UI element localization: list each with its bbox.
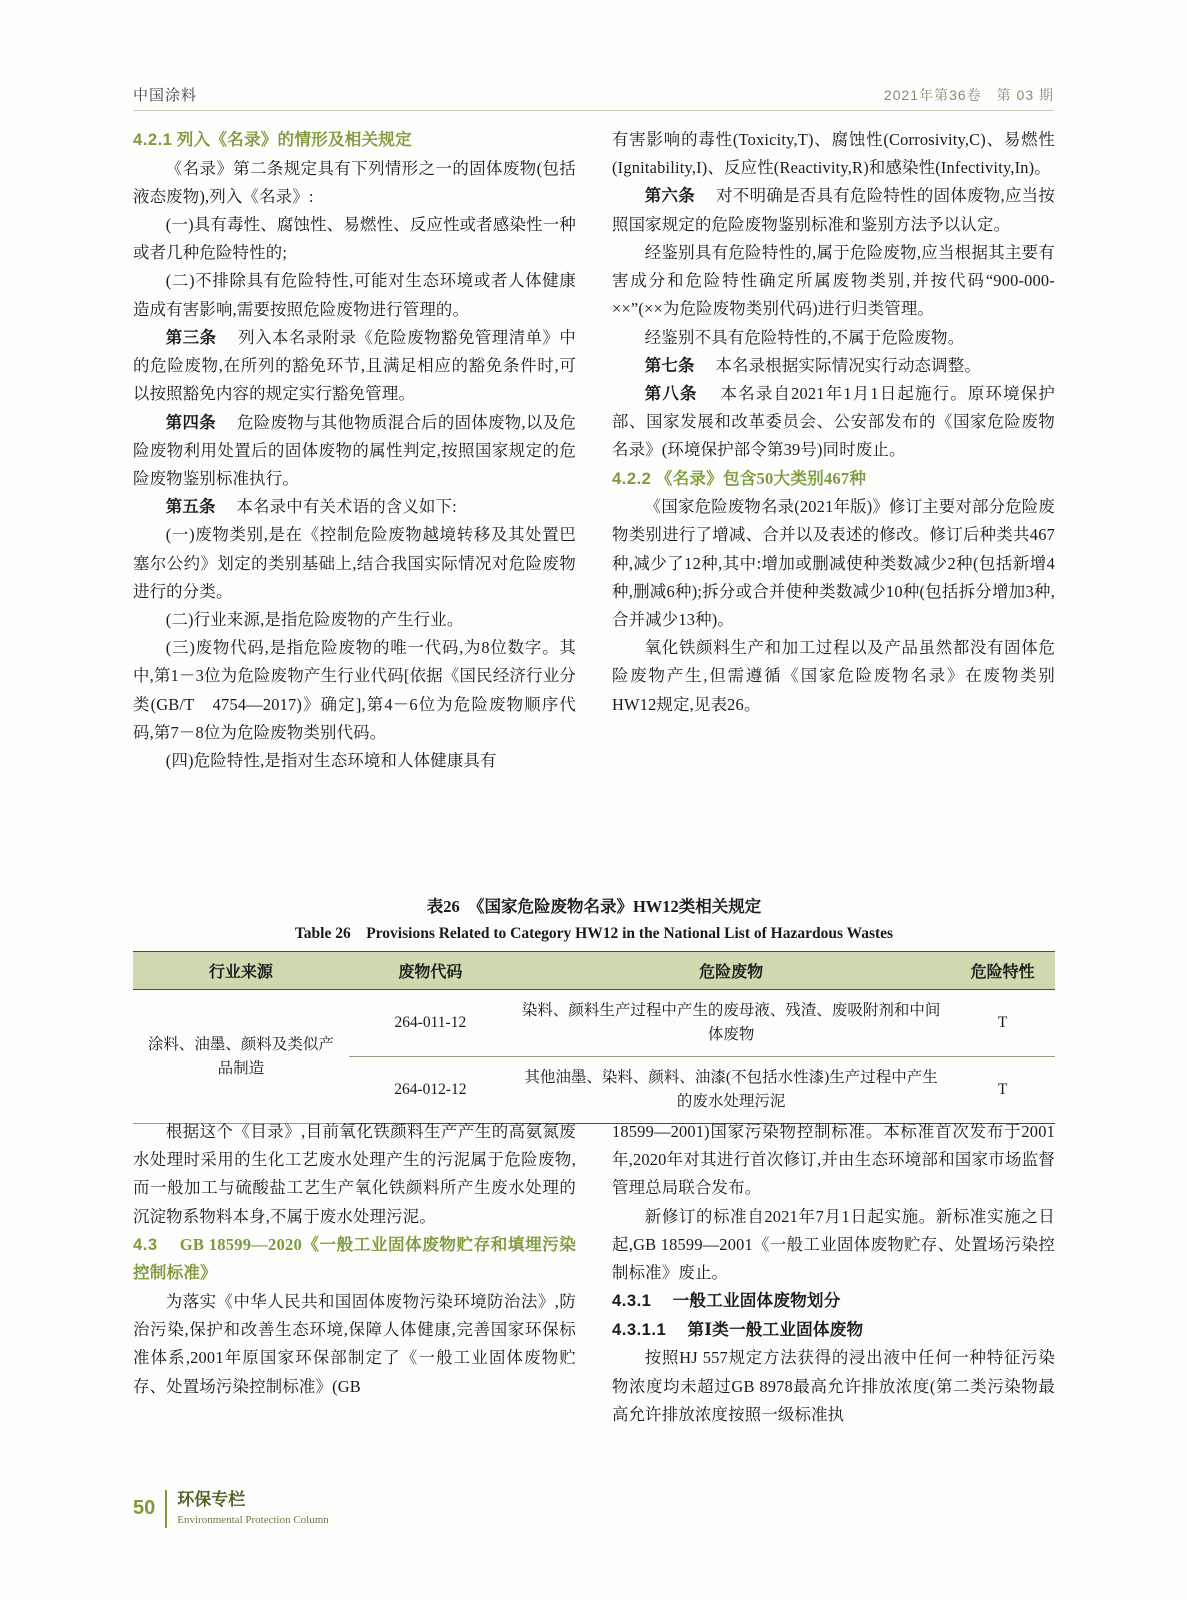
issue-info: 2021年第36卷 第 03 期 bbox=[883, 87, 1054, 103]
paragraph-lr2: 新修订的标准自2021年7月1日起实施。新标准实施之日起,GB 18599—2001《一般工业固体废物贮存、处置场污染控制标准》废止。 bbox=[612, 1206, 1055, 1283]
paragraph-r2: 经鉴别具有危险特性的,属于危险废物,应当根据其主要有害成分和危险特性确定所属废物类别,并按代码“900-000-××”(××为危险废物类别代码)进行归类管理。 bbox=[612, 242, 1055, 319]
lower-left-column bbox=[133, 1118, 576, 1429]
article-3-label: 第三条 bbox=[165, 327, 217, 347]
table-header-hazard: 危险特性 bbox=[950, 952, 1055, 990]
paragraph-l6: (三)废物代码,是指危险废物的唯一代码,为8位数字。其中,第1－3位为危险废物产生行业代码[依据《国民经济行业分类(GB/T 4754—2017)》确定],第4－6位为危险废物顺序代码,第7－8位为危险废物类别代码。 bbox=[133, 638, 576, 742]
heading-4-3-1-title: 一般工业固体废物划分 bbox=[672, 1291, 841, 1311]
article-3-text: 列入本名录附录《危险废物豁免管理清单》中的危险废物,在所列的豁免环节,且满足相应的豁免条件时,可以按照豁免内容的规定实行豁免管理。 bbox=[133, 327, 577, 404]
article-4-label: 第四条 bbox=[165, 412, 216, 432]
table-26-block bbox=[133, 893, 1055, 1124]
heading-4-3-1-number: 4.3.1 bbox=[612, 1291, 652, 1311]
paragraph-lr1: 18599—2001)国家污染物控制标准。本标准首次发布于2001年,2020年对其进行首次修订,并由生态环境部和国家市场监督管理总局联合发布。 bbox=[612, 1122, 1055, 1198]
footer-column-en: Environmental Protection Column bbox=[177, 1514, 329, 1526]
heading-4-2-1-number: 4.2.1 bbox=[133, 130, 173, 149]
table-header-source: 行业来源 bbox=[133, 952, 349, 990]
paragraph-l3: (二)不排除具有危险特性,可能对生态环境或者人体健康造成有害影响,需要按照危险废物进行管理的。 bbox=[133, 271, 576, 319]
cell-waste-desc: 其他油墨、染料、颜料、油漆(不包括水性漆)生产过程中产生的废水处理污泥 bbox=[512, 1057, 950, 1124]
cell-hazard-property: T bbox=[950, 1057, 1055, 1124]
article-4 bbox=[133, 409, 576, 494]
page-footer bbox=[133, 1490, 329, 1528]
lower-right-column bbox=[612, 1118, 1055, 1429]
heading-4-3 bbox=[133, 1231, 576, 1288]
article-6-label: 第六条 bbox=[644, 186, 695, 206]
paragraph-l2: (一)具有毒性、腐蚀性、易燃性、反应性或者感染性一种或者几种危险特性的; bbox=[133, 214, 576, 263]
upper-body-columns bbox=[133, 126, 1055, 775]
journal-name: 中国涂料 bbox=[133, 88, 198, 104]
page-number: 50 bbox=[133, 1497, 156, 1520]
page-header bbox=[133, 84, 1054, 106]
article-3 bbox=[133, 324, 576, 409]
cell-industry-source: 涂料、油墨、颜料及类似产品制造 bbox=[133, 990, 349, 1124]
footer-column-cn: 环保专栏 bbox=[177, 1489, 246, 1509]
article-5 bbox=[133, 493, 576, 521]
heading-4-3-standard: GB 18599—2020 bbox=[179, 1234, 303, 1254]
footer-column-label bbox=[177, 1490, 329, 1528]
heading-4-3-1 bbox=[612, 1287, 1055, 1316]
article-8-text: 本名录自2021年1月1日起施行。原环境保护部、国家发展和改革委员会、公安部发布的《国家危险废物名录》(环境保护部令第39号)同时废止。 bbox=[612, 383, 1055, 460]
heading-4-2-2 bbox=[612, 465, 1055, 494]
heading-4-2-2-title: 《名录》包含50大类别467种 bbox=[655, 468, 867, 488]
paragraph-r5: 氧化铁颜料生产和加工过程以及产品虽然都没有固体危险废物产生,但需遵循《国家危险废物名录》在废物类别HW12规定,见表26。 bbox=[612, 638, 1055, 714]
table-26 bbox=[133, 951, 1055, 1124]
heading-4-3-1-1-title: 第Ⅰ类一般工业固体废物 bbox=[687, 1319, 864, 1339]
cell-waste-code: 264-011-12 bbox=[349, 990, 512, 1057]
article-6 bbox=[612, 182, 1055, 238]
heading-4-2-1 bbox=[133, 126, 576, 155]
paragraph-r1: 有害影响的毒性(Toxicity,T)、腐蚀性(Corrosivity,C)、易燃性(Ignitability,I)、反应性(Reactivity,R)和感染性(Infectivity,In)。 bbox=[612, 130, 1055, 178]
table-header-row bbox=[133, 952, 1055, 990]
article-7-label: 第七条 bbox=[644, 355, 695, 375]
article-5-label: 第五条 bbox=[165, 497, 216, 517]
heading-4-3-number: 4.3 bbox=[133, 1234, 158, 1254]
cell-hazard-property: T bbox=[950, 990, 1055, 1057]
footer-divider bbox=[165, 1490, 167, 1528]
lower-body-columns bbox=[133, 1118, 1055, 1429]
paragraph-l7: (四)危险特性,是指对生态环境和人体健康具有 bbox=[165, 751, 497, 771]
heading-4-2-1-title: 列入《名录》的情形及相关规定 bbox=[176, 130, 412, 149]
upper-left-column bbox=[133, 126, 576, 775]
paragraph-r4: 《国家危险废物名录(2021年版)》修订主要对部分危险废物类别进行了增减、合并以及表述的修改。修订后种类共467种,减少了12种,其中:增加或删减使种类数减少2种(包括新增4种,删减6种);拆分或合并使种类数减少10种(包括拆分增加3种,合并减少13种)。 bbox=[612, 497, 1055, 630]
article-7-text: 本名录根据实际情况实行动态调整。 bbox=[715, 355, 981, 375]
paragraph-l4: (一)废物类别,是在《控制危险废物越境转移及其处置巴塞尔公约》划定的类别基础上,结合我国实际情况对危险废物进行的分类。 bbox=[133, 525, 576, 601]
heading-4-2-2-number: 4.2.2 bbox=[612, 468, 652, 488]
article-5-text: 本名录中有关术语的含义如下: bbox=[236, 497, 457, 517]
article-4-text: 危险废物与其他物质混合后的固体废物,以及危险废物利用处置后的固体废物的属性判定,按照国家规定的危险废物鉴别标准执行。 bbox=[133, 412, 577, 488]
heading-4-3-1-1 bbox=[612, 1316, 1055, 1345]
heading-4-3-1-1-number: 4.3.1.1 bbox=[612, 1319, 667, 1339]
table-header-code: 废物代码 bbox=[349, 952, 512, 990]
article-7 bbox=[612, 352, 1055, 380]
table-title-en: Table 26 Provisions Related to Category HW12 in the National List of Hazardous Wastes bbox=[294, 925, 894, 943]
table-row bbox=[133, 990, 1055, 1057]
paragraph-r3: 经鉴别不具有危险特性的,不属于危险废物。 bbox=[644, 327, 965, 347]
paragraph-ll1: 根据这个《目录》,目前氧化铁颜料生产产生的高氨氮废水处理时采用的生化工艺废水处理产生的污泥属于危险废物,而一般加工与硫酸盐工艺生产氧化铁颜料所产生废水处理的沉淀物系物料本身,不属于废水处理污泥。 bbox=[133, 1122, 576, 1226]
table-header-waste: 危险废物 bbox=[512, 952, 950, 990]
paragraph-ll2: 为落实《中华人民共和国固体废物污染环境防治法》,防治污染,保护和改善生态环境,保障人体健康,完善国家环保标准体系,2001年原国家环保部制定了《一般工业固体废物贮存、处置场污染控制标准》(GB bbox=[133, 1291, 576, 1396]
cell-waste-code: 264-012-12 bbox=[349, 1057, 512, 1124]
cell-waste-desc: 染料、颜料生产过程中产生的废母液、残渣、废吸附剂和中间体废物 bbox=[512, 990, 950, 1057]
paragraph-lr3: 按照HJ 557规定方法获得的浸出液中任何一种特征污染物浓度均未超过GB 8978最高允许排放浓度(第二类污染物最高允许排放浓度按照一级标准执 bbox=[612, 1348, 1055, 1424]
article-8-label: 第八条 bbox=[644, 383, 698, 403]
article-6-text: 对不明确是否具有危险特性的固体废物,应当按照国家规定的危险废物鉴别标准和鉴别方法予以认定。 bbox=[612, 186, 1056, 234]
table-title-cn: 表26 《国家危险废物名录》HW12类相关规定 bbox=[426, 897, 762, 916]
upper-right-column bbox=[612, 126, 1055, 775]
article-8 bbox=[612, 380, 1055, 465]
paragraph-l1: 《名录》第二条规定具有下列情形之一的固体废物(包括液态废物),列入《名录》: bbox=[133, 158, 576, 206]
paragraph-l5: (二)行业来源,是指危险废物的产生行业。 bbox=[165, 610, 464, 630]
header-divider bbox=[133, 110, 1054, 111]
heading-4-3-title: 《一般工业固体废物贮存和填埋污染控制标准》 bbox=[133, 1234, 576, 1283]
